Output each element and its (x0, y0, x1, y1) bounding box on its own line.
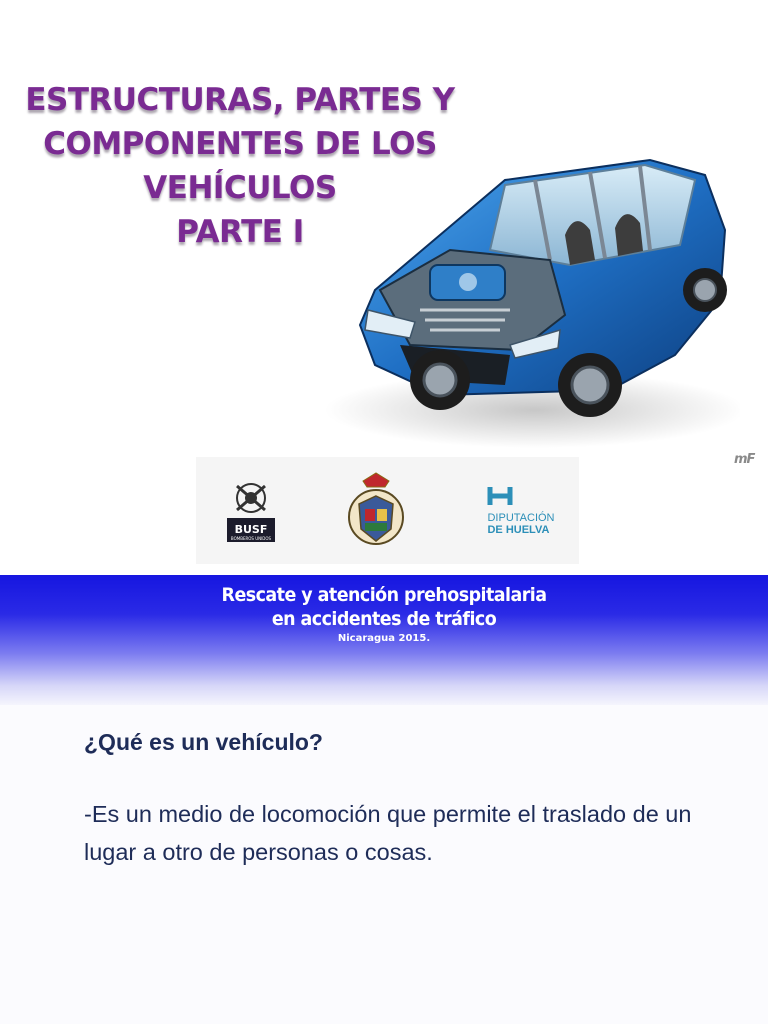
busf-sub: BOMBEROS UNIDOS (230, 535, 272, 541)
sponsor-logos (196, 457, 579, 564)
question-heading: ¿Qué es un vehículo? (84, 729, 323, 755)
watermark-logo: mF (734, 452, 755, 467)
diputacion-line-1: DIPUTACIÓN (487, 512, 555, 524)
title-line-1: ESTRUCTURAS, PARTES Y (25, 82, 455, 118)
crest-icon (345, 471, 407, 551)
car-cutaway-image (320, 140, 740, 460)
diputacion-line-2: DE HUELVA (487, 524, 550, 536)
header-band (0, 575, 768, 705)
diputacion-huelva-logo (476, 457, 566, 564)
title-line-3: VEHÍCULOS (143, 170, 337, 206)
busf-name: BUSF (234, 522, 268, 536)
title-line-2: COMPONENTES DE LOS (43, 126, 437, 162)
h-letter-icon (487, 485, 513, 507)
university-crest-logo (336, 457, 416, 564)
band-title-line-2: en accidentes de tráfico (271, 608, 497, 630)
busf-emblem-icon (221, 476, 281, 546)
answer-text: -Es un medio de locomoción que permite el traslado de un lugar a otro de personas o cosas. (84, 801, 692, 865)
busf-logo (216, 457, 286, 564)
band-title-line-1: Rescate y atención prehospitalaria (221, 584, 547, 606)
title-line-4: PARTE I (176, 214, 304, 250)
content-slide (0, 705, 768, 1024)
band-subtitle: Nicaragua 2015. (337, 633, 431, 644)
